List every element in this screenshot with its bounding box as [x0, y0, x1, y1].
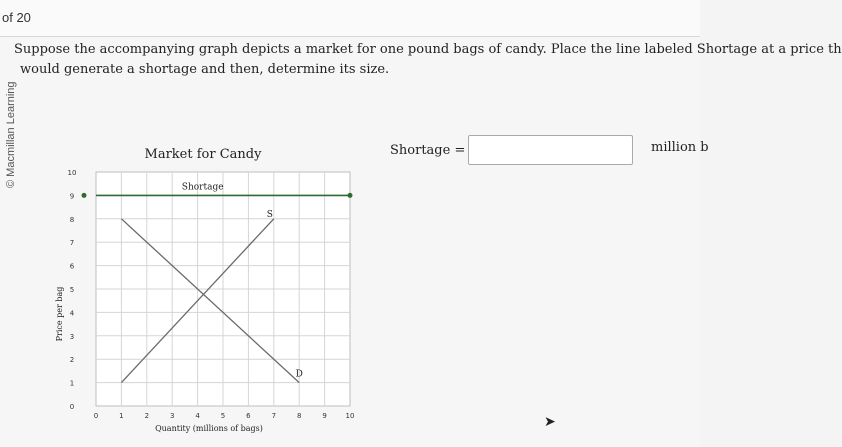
question-line-1: Suppose the accompanying graph depicts a market for one pound bags of candy. Place the line labeled Shortage at a price th: [14, 42, 842, 57]
cursor-icon: ➤: [544, 414, 556, 430]
x-tick-label: 5: [220, 412, 226, 420]
supply-label: S: [266, 209, 273, 220]
y-tick-label: 4: [69, 309, 75, 318]
x-tick-label: 6: [246, 412, 251, 420]
y-tick-label: 5: [69, 286, 75, 294]
shortage-left-handle: [82, 193, 87, 198]
y-tick-label: 10: [67, 169, 77, 177]
shortage-right-handle: [348, 193, 353, 198]
page-count: of 20: [2, 10, 31, 25]
x-tick-label: 0: [93, 412, 99, 420]
y-tick-label: 3: [69, 332, 75, 341]
demand-label: D: [295, 369, 303, 380]
y-tick-label: 7: [69, 239, 75, 248]
x-tick-label: 8: [296, 412, 302, 420]
y-tick-label: 2: [69, 356, 75, 365]
shortage-input[interactable]: [468, 135, 633, 165]
shortage-label: Shortage: [181, 182, 224, 193]
shortage-label: Shortage =: [390, 143, 466, 158]
chart-title: Market for Candy: [144, 147, 262, 162]
x-tick-label: 1: [119, 412, 124, 420]
copyright-label: © Macmillan Learning: [5, 81, 17, 188]
x-tick-label: 10: [345, 412, 355, 420]
y-axis-label: Price per bag: [55, 286, 64, 342]
x-tick-label: 9: [322, 412, 327, 420]
x-tick-label: 4: [195, 412, 200, 420]
y-tick-label: 8: [69, 215, 75, 224]
y-tick-label: 9: [69, 192, 75, 201]
question-line-2: would generate a shortage and then, determine its size.: [20, 62, 390, 77]
x-tick-label: 3: [169, 412, 175, 420]
y-tick-label: 0: [69, 403, 75, 411]
unit-label: million b: [651, 140, 709, 155]
x-tick-label: 7: [271, 412, 277, 420]
y-tick-label: 6: [69, 262, 75, 271]
x-axis-label: Quantity (millions of bags): [155, 424, 263, 433]
y-tick-label: 1: [69, 379, 75, 388]
x-tick-label: 2: [144, 412, 150, 420]
